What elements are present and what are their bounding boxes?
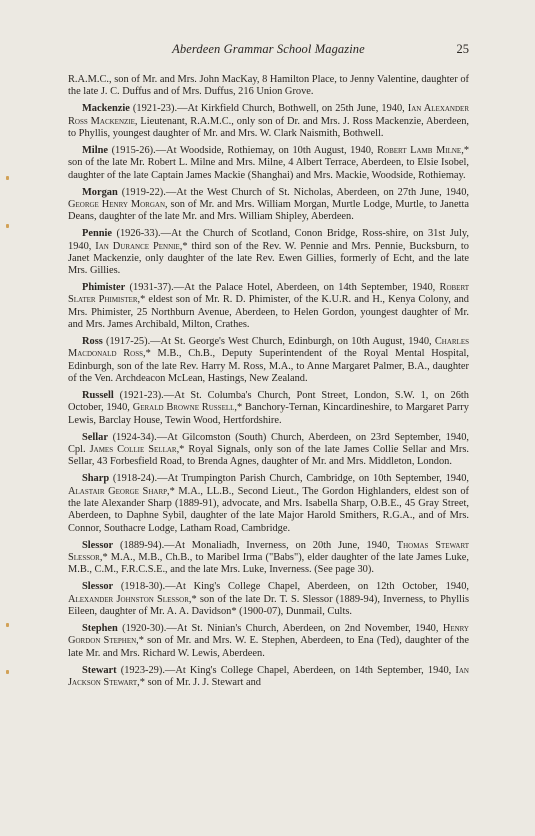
entry-details: , Lieutenant, R.A.M.C., only son of Dr. and Mrs. J. Ross Mackenzie, Aberdeen, to Phyllis, youngest daughter of Mr. and Mrs. W. Clark Naismith, Bothwell.: [68, 115, 469, 139]
entry-details: ,* M.B., Ch.B., Deputy Superintendent of the Royal Mental Hospital, Edinburgh, son of the late Rev. Harry M. Ross, M.A., to Anne Margaret Palmer, B.A., daughter of the Ven. Archdeacon McLean, Hastings, New Zealand.: [68, 348, 470, 385]
entry-details: ,* son of Mr. J. J. Stewart and: [137, 676, 261, 688]
entry-slessor-alexander: [68, 581, 469, 618]
entry-surname: Mackenzie: [82, 103, 130, 115]
entry-morgan: [68, 187, 469, 224]
entry-details: , son of Mr. and Mrs. William Morgan, Murtle Lodge, Murtle, to Janetta Deans, daughter of the late Mr. and Mrs. William Shipley, Aberdeen.: [68, 198, 469, 223]
running-title: Aberdeen Grammar School Magazine: [172, 42, 365, 56]
continuation-paragraph: [68, 74, 469, 99]
binding-hole-mark: [6, 176, 9, 180]
entry-details: ,* third son of the Rev. W. Pennie and Mrs. Pennie, Bucksburn, to Janet Mackenzie, only daughter of the late Rev. Ewen Gillies, formerly of Echt, and the late Mrs. Gillies.: [68, 240, 469, 277]
entry-details: (1920-30).—At St. Ninian's Church, Aberdeen, on 2nd November, 1940,: [117, 622, 443, 634]
entry-full-name: Alexander Johnston Slessor: [68, 593, 189, 605]
entry-surname: Phimister: [82, 282, 126, 294]
entry-full-name: Gerald Browne Russell: [132, 402, 235, 414]
entry-details: (1919-22).—At the West Church of St. Nicholas, Aberdeen, on 27th June, 1940,: [117, 186, 469, 198]
entry-full-name: Ian Alexander Ross Mackenzie: [68, 103, 469, 127]
entry-surname: Russell: [82, 390, 114, 402]
binding-hole-mark: [6, 623, 9, 627]
entry-mackenzie: [68, 103, 469, 140]
entry-details: (1918-24).—At Trumpington Parish Church, Cambridge, on 10th September, 1940,: [109, 473, 469, 485]
page-number: 25: [456, 42, 469, 56]
binding-hole-mark: [6, 670, 9, 674]
entry-surname: Pennie: [82, 228, 113, 240]
entry-details: (1921-23).—At St. Columba's Church, Pont Street, London, S.W. 1, on 26th October, 1940,: [68, 390, 469, 414]
entry-surname: Slessor: [82, 581, 114, 593]
entry-full-name: Henry Gordon Stephen: [68, 622, 469, 647]
entry-details: ,* M.A., LL.B., Second Lieut., The Gordon Highlanders, eldest son of the late Alexander Sharp (1889-91), advocate, and Mrs. Isabella Sharp, O.B.E., 45 Gray Street, Aberdeen, to Daphne Sybil, daughter of the late Major Harold Smithers, R.G.A., and of Mrs. Connor, Southacre Lodge, Latham Road, Cambridge.: [68, 485, 470, 534]
entry-details: ,* Banchory-Ternan, Kincardineshire, to Margaret Parry Lewis, Barclay House, Tewin Wood, Hertfordshire.: [68, 402, 469, 426]
entry-surname: Milne: [82, 144, 108, 156]
entry-details: (1921-23).—At Kirkfield Church, Bothwell, on 25th June, 1940,: [129, 103, 408, 115]
entry-pennie: [68, 228, 469, 277]
entry-full-name: Robert Slater Phimister: [68, 282, 469, 306]
entry-milne: [68, 145, 469, 182]
entry-surname: Sharp: [82, 473, 110, 485]
entry-sharp: [68, 473, 469, 535]
entry-details: ,* son of the late Dr. T. S. Slessor (1889-94), Inverness, to Phyllis Eileen, daughter of Mr. A. A. Davidson* (1900-07), Dunmail, Cults.: [68, 593, 469, 617]
entry-details: (1923-29).—At King's College Chapel, Aberdeen, on 14th September, 1940,: [116, 664, 456, 676]
binding-hole-mark: [6, 224, 9, 228]
entry-full-name: Alastair George Sharp: [68, 485, 168, 497]
entry-details: (1889-94).—At Monaliadh, Inverness, on 20th June, 1940,: [113, 539, 397, 551]
entry-ross: [68, 336, 469, 385]
entry-text: R.A.M.C., son of Mr. and Mrs. John MacKay, 8 Hamilton Place, to Jenny Valentine, daughter of the late J. C. Duffus and of Mrs. Duffus, 216 Union Grove.: [68, 74, 469, 98]
entry-full-name: Charles Macdonald Ross: [68, 336, 469, 360]
entry-surname: Stewart: [82, 664, 117, 676]
entry-surname: Slessor: [82, 539, 114, 551]
entry-surname: Sellar: [82, 431, 108, 443]
entry-details: ,* son of Mr. and Mrs. W. E. Stephen, Aberdeen, to Ena (Ted), daughter of the late Mr. and Mrs. Richard W. Lewis, Aberdeen.: [68, 635, 469, 659]
entry-details: (1917-25).—At St. George's West Church, Edinburgh, on 10th August, 1940,: [102, 336, 435, 348]
entry-full-name: Ian Jackson Stewart: [68, 664, 469, 688]
entry-details: ,* Royal Signals, only son of the late James Collie Sellar and Mrs. Sellar, 43 Forbesfield Road, to Brenda Agnes, daughter of Mr. and Mrs. Middleton, London.: [68, 444, 469, 468]
entry-details: ,* son of the late Mr. Robert L. Milne and Mrs. Milne, 4 Albert Terrace, Aberdeen, to Elsie Isobel, daughter of the late Captain James Mackie (Shanghai) and Mrs. Mackie, Woodside, Rothiemay.: [68, 144, 470, 181]
entry-details: (1924-34).—At Gilcomston (South) Church, Aberdeen, on 23rd September, 1940, Cpl.: [68, 431, 469, 456]
entry-details: ,* M.A., M.B., Ch.B., to Maribel Irma ("Babs"), elder daughter of the late James Luke, M.B., C.M., F.R.C.S.E., and the late Mrs. Luke, Inverness. (See page 30).: [68, 551, 469, 576]
entry-stephen: [68, 623, 469, 660]
entry-full-name: James Collie Sellar: [89, 444, 177, 456]
entry-full-name: George Henry Morgan: [68, 198, 166, 210]
entry-surname: Ross: [82, 336, 103, 348]
marriages-list: [68, 74, 469, 689]
entry-details: (1918-30).—At King's College Chapel, Aberdeen, on 12th October, 1940,: [113, 581, 469, 593]
entry-full-name: Ian Durance Pennie: [95, 240, 180, 252]
entry-stewart: [68, 665, 469, 690]
entry-surname: Morgan: [82, 186, 118, 198]
entry-details: (1915-26).—At Woodside, Rothiemay, on 10th August, 1940,: [107, 144, 378, 156]
entry-phimister: [68, 282, 469, 331]
entry-details: (1926-33).—At the Church of Scotland, Conon Bridge, Ross-shire, on 31st July, 1940,: [68, 228, 469, 252]
entry-russell: [68, 390, 469, 427]
running-head: [68, 42, 469, 62]
entry-slessor-thomas: [68, 540, 469, 577]
entry-sellar: [68, 432, 469, 469]
entry-details: ,* eldest son of Mr. R. D. Phimister, of the K.U.R. and H., Kenya Colony, and Mrs. Phimister, 25 Northburn Avenue, Aberdeen, to Helen Gordon, youngest daughter of Mr. and Mrs. James Archibald, Milton, Crathes.: [68, 294, 469, 331]
entry-surname: Stephen: [82, 622, 118, 634]
entry-details: (1931-37).—At the Palace Hotel, Aberdeen, on 14th September, 1940,: [125, 282, 440, 294]
entry-full-name: Thomas Stewart Slessor: [68, 539, 469, 563]
entry-full-name: Robert Lamb Milne: [377, 144, 462, 156]
